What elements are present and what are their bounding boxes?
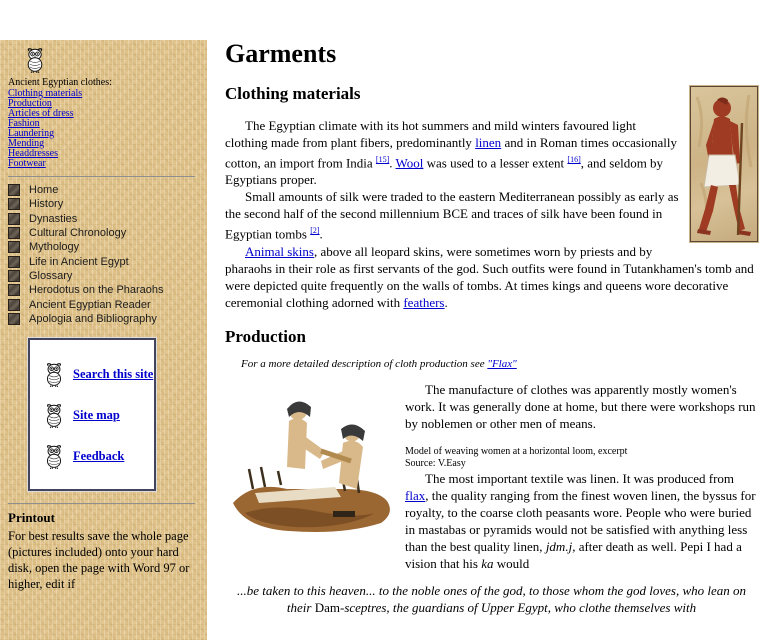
section-heading-clothing-materials: Clothing materials: [225, 84, 361, 103]
loom-model-image: [225, 381, 397, 536]
owl-logo-icon: [25, 47, 45, 73]
toc-label: Ancient Egyptian clothes:: [8, 77, 112, 88]
site-tool-item[interactable]: [44, 444, 148, 469]
paragraph-manufacture: The manufacture of clothes was apparently mostly women's work. It was generally done at home, but there were workshops run by noblemen or other men of means.: [405, 381, 756, 431]
tablet-icon: [8, 313, 20, 325]
sidebar-nav-item[interactable]: [8, 226, 201, 240]
production-text-column: [405, 381, 758, 572]
sidebar-nav-label: Herodotus on the Pharaohs: [29, 284, 164, 297]
text-run: .: [444, 294, 448, 310]
paragraph-animal-skins: [225, 243, 758, 311]
paragraph-climate: [225, 117, 758, 188]
main-content: [225, 40, 763, 616]
text-run: The most important textile was linen. It was produced from: [425, 470, 735, 486]
text-run: .: [319, 226, 323, 242]
text-link[interactable]: linen: [475, 135, 502, 150]
sidebar-nav-item[interactable]: [8, 254, 201, 268]
tablet-icon: [8, 198, 20, 210]
sidebar-nav-label: Ancient Egyptian Reader: [29, 298, 151, 311]
production-media-row: [225, 381, 758, 572]
loom-caption-line1: Model of weaving women at a horizontal loom, excerpt: [405, 445, 628, 457]
sidebar-nav-label: Dynasties: [29, 212, 78, 225]
italic-term: ka: [481, 555, 494, 571]
tablet-icon: [8, 241, 20, 253]
roman-term: Dam: [314, 599, 340, 615]
paragraph-silk: [225, 188, 758, 242]
sidebar: [0, 40, 207, 640]
pyramid-text-quote: [225, 582, 758, 616]
sidebar-divider: [8, 503, 195, 504]
flax-note: [241, 358, 758, 371]
text-run: -sceptres, the guardians of Upper Egypt, who clothe themselves with: [339, 599, 697, 615]
toc-link[interactable]: Fashion: [8, 118, 40, 129]
sidebar-nav-label: Life in Ancient Egypt: [29, 255, 129, 268]
text-link[interactable]: feathers: [403, 294, 445, 310]
tablet-icon: [8, 213, 20, 225]
text-link[interactable]: flax: [405, 487, 426, 503]
owl-icon: [44, 444, 64, 469]
owl-icon: [44, 362, 64, 387]
tablet-icon: [8, 184, 20, 196]
toc-link[interactable]: Footwear: [8, 158, 46, 169]
tablet-icon: [8, 227, 20, 239]
footnote-ref[interactable]: [16]: [567, 155, 581, 164]
text-run: ...be taken to this heaven... to the noble ones of the god, to those whom the god loves, who lean on their: [236, 582, 747, 615]
site-tool-item[interactable]: [44, 362, 154, 387]
loom-image-column: [225, 381, 405, 536]
toc-links: [6, 89, 201, 169]
sidebar-nav-label: Mythology: [29, 241, 80, 254]
sidebar-nav-label: Cultural Chronology: [29, 227, 127, 240]
text-run: , above all leopard skins, were sometimes worn by priests and by pharaohs in their role as first servants of the god. Such outfits were found in Tutankhamen's tomb and were depicted quite frequently on the walls of tombs. At times kings and queens wore decorative ceremonial clothing adorned with: [225, 243, 754, 310]
text-run: The Egyptian climate with its hot summers and mild winters favoured light clothing made from plant fibers, predominantly: [225, 118, 637, 150]
loom-caption-line2: Source: V.Easy: [405, 457, 466, 469]
text-run: Small amounts of silk were traded to the eastern Mediterranean possibly as early as the second half of the second millennium BCE and traces of silk have been found in Egyptian tombs: [225, 189, 679, 242]
printout-section: [6, 510, 201, 592]
sidebar-nav-label: Apologia and Bibliography: [29, 312, 157, 325]
sidebar-nav-item[interactable]: [8, 212, 201, 226]
footnote-ref[interactable]: [15]: [375, 155, 390, 164]
footnote-ref[interactable]: [2]: [310, 226, 320, 236]
sidebar-nav-item[interactable]: [8, 269, 201, 283]
toc-link[interactable]: Articles of dress: [8, 108, 74, 119]
sidebar-nav: [8, 183, 201, 326]
toc-link[interactable]: Production: [8, 98, 52, 109]
text-run: , after death as well. Pepi I had a vision that his: [405, 538, 742, 571]
sidebar-nav-label: Glossary: [29, 269, 73, 282]
paragraph-textile: [405, 470, 758, 572]
wall-painting-image: [690, 86, 758, 242]
sidebar-nav-item[interactable]: [8, 183, 201, 197]
sidebar-divider: [8, 176, 195, 177]
site-tool-link[interactable]: Search this site: [73, 366, 154, 381]
text-link[interactable]: "Flax": [487, 357, 517, 370]
italic-term: jdm.j: [545, 538, 573, 554]
loom-caption: [405, 446, 758, 470]
text-run: , and seldom by Egyptians proper.: [225, 155, 664, 188]
sidebar-nav-item[interactable]: [8, 197, 201, 211]
italic-term: For a more detailed description of cloth production see: [241, 357, 488, 370]
tablet-icon: [8, 299, 20, 311]
sidebar-nav-item[interactable]: [8, 283, 201, 297]
sidebar-nav-item[interactable]: [8, 297, 201, 311]
printout-title: Printout: [8, 509, 55, 525]
site-tools-box: [28, 338, 156, 491]
text-run: was used to a lesser extent: [423, 155, 568, 171]
owl-icon: [44, 403, 64, 428]
toc-link[interactable]: Laundering: [8, 128, 55, 139]
page-title: Garments: [225, 39, 337, 68]
printout-body: For best results save the whole page (pictures included) onto your hard disk, open the page with Word 97 or higher, edit if: [8, 528, 190, 591]
site-tool-link[interactable]: Feedback: [73, 448, 125, 463]
tablet-icon: [8, 256, 20, 268]
text-run: would: [493, 555, 530, 571]
tablet-icon: [8, 270, 20, 282]
site-tool-item[interactable]: [44, 403, 148, 428]
text-run: and in Roman times occasionally cotton, an import from India: [225, 135, 678, 171]
sidebar-nav-label: Home: [29, 184, 59, 197]
sidebar-nav-item[interactable]: [8, 312, 201, 326]
weaving-model-figure: [225, 381, 397, 536]
toc-link[interactable]: Clothing materials: [8, 88, 83, 99]
toc-link[interactable]: Mending: [8, 138, 45, 149]
sidebar-nav-label: History: [29, 198, 64, 211]
text-run: , the quality ranging from the finest woven linen, the byssus for royalty, to the coarse cloth peasants wore. People who were buried in mastabas or pyramids would not be satisfied with anything less than the best quality linen,: [405, 487, 756, 554]
site-tool-link[interactable]: Site map: [73, 407, 120, 422]
section-heading-production: Production: [225, 326, 306, 346]
text-link[interactable]: Animal skins: [245, 243, 314, 259]
toc-link[interactable]: Headdresses: [8, 148, 58, 159]
striding-man-figure: [691, 87, 757, 239]
tablet-icon: [8, 284, 20, 296]
text-link[interactable]: Wool: [395, 155, 424, 171]
sidebar-nav-item[interactable]: [8, 240, 201, 254]
text-run: .: [389, 155, 396, 171]
